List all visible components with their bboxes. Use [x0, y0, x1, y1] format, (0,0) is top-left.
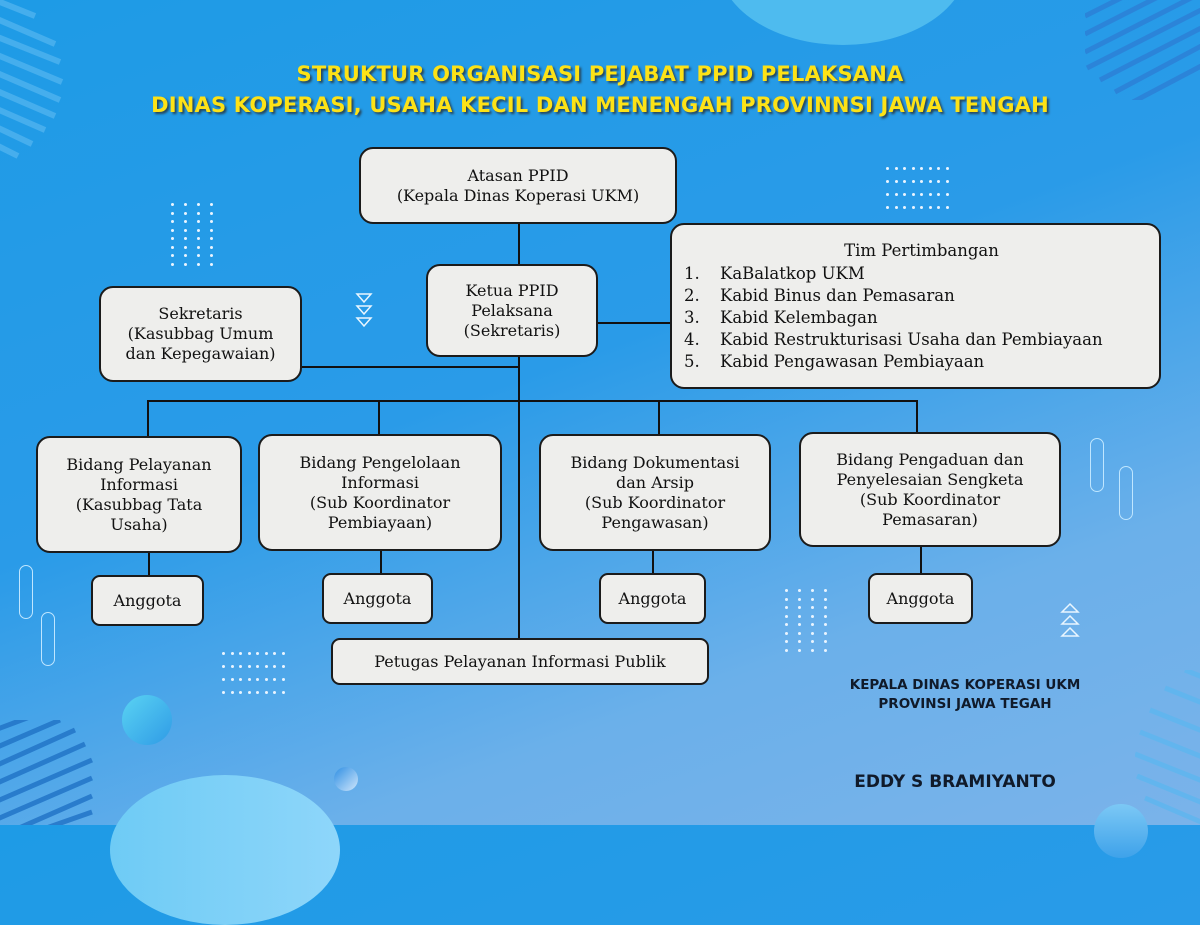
signature-name: EDDY S BRAMIYANTO [854, 772, 1056, 792]
connector-bidang-1 [147, 400, 149, 438]
tim-item: 2. Kabid Binus dan Pemasaran [684, 285, 955, 305]
decorative-pill [1090, 438, 1104, 492]
node-bidang-pelayanan: Bidang Pelayanan Informasi (Kasubbag Tata Usaha) [36, 436, 242, 553]
node-petugas-pelayanan: Petugas Pelayanan Informasi Publik [331, 638, 709, 685]
node-sekretaris-line2: (Kasubbag Umum [127, 324, 274, 343]
node-sekretaris [99, 286, 302, 382]
node-atasan-ppid [359, 147, 677, 224]
decorative-dot-grid [886, 167, 954, 209]
tim-item: 5. Kabid Pengawasan Pembiayaan [684, 351, 985, 371]
connector-bidang-4 [916, 400, 918, 434]
decorative-ball-left [122, 695, 172, 745]
decorative-dot-grid [222, 652, 290, 694]
connector-bidang-3 [658, 400, 660, 436]
decorative-pill [1119, 466, 1133, 520]
node-anggota: Anggota [599, 573, 706, 624]
tim-title: Tim Pertimbangan [844, 240, 999, 260]
page-title-line-1: STRUKTUR ORGANISASI PEJABAT PPID PELAKSANA [296, 62, 904, 86]
signature-position-line2: PROVINSI JAWA TEGAH [878, 696, 1052, 712]
node-sekretaris-line1: Sekretaris [158, 304, 243, 323]
node-atasan-line1: Atasan PPID [467, 165, 569, 185]
node-anggota: Anggota [868, 573, 973, 624]
signature-position-line1: KEPALA DINAS KOPERASI UKM [849, 677, 1081, 693]
connector-sekretaris [300, 366, 519, 368]
node-bidang-dokumentasi: Bidang Dokumentasi dan Arsip (Sub Koordinator Pengawasan) [539, 434, 771, 551]
node-sekretaris-line3: dan Kepegawaian) [125, 344, 276, 363]
node-bidang-pengaduan: Bidang Pengaduan dan Penyelesaian Sengketa (Sub Koordinator Pemasaran) [799, 432, 1061, 547]
decorative-stripes-bottom-right [1135, 670, 1200, 825]
connector-anggota-2 [380, 549, 382, 574]
decorative-ball-small [334, 767, 358, 791]
tim-item: 3. Kabid Kelembagan [684, 307, 878, 327]
connector-ketua-tim [596, 322, 672, 324]
tim-item: 4. Kabid Restrukturisasi Usaha dan Pembiayaan [684, 329, 1103, 349]
node-ketua-line1: Ketua PPID [465, 280, 559, 300]
connector-bidang-bar [147, 400, 918, 402]
node-anggota: Anggota [91, 575, 204, 626]
decorative-triangles-down [355, 292, 373, 332]
node-ketua-ppid [426, 264, 598, 357]
connector-trunk [518, 355, 520, 640]
node-anggota: Anggota [322, 573, 433, 624]
decorative-ball-bottom-right [1094, 804, 1148, 858]
decorative-pill [19, 565, 33, 619]
node-bidang-pengelolaan: Bidang Pengelolaan Informasi (Sub Koordinator Pembiayaan) [258, 434, 502, 551]
decorative-triangles-up [1060, 602, 1080, 642]
connector-anggota-3 [652, 549, 654, 574]
connector-bidang-2 [378, 400, 380, 436]
decorative-circle-bottom [110, 775, 340, 925]
connector-atasan-ketua [518, 222, 520, 266]
connector-anggota-1 [148, 552, 150, 577]
tim-item: 1. KaBalatkop UKM [684, 263, 865, 283]
decorative-dot-grid [785, 589, 837, 652]
decorative-circle-top [718, 0, 968, 45]
page-title-line-2: DINAS KOPERASI, USAHA KECIL DAN MENENGAH PROVINNSI JAWA TENGAH [151, 93, 1049, 117]
decorative-stripes-bottom-left [0, 720, 95, 825]
node-ketua-line3: (Sekretaris) [463, 320, 561, 340]
decorative-dot-grid [171, 203, 223, 266]
connector-anggota-4 [920, 545, 922, 574]
node-atasan-line2: (Kepala Dinas Koperasi UKM) [396, 185, 640, 205]
node-tim-pertimbangan [670, 223, 1161, 389]
decorative-pill [41, 612, 55, 666]
node-ketua-line2: Pelaksana [471, 300, 553, 320]
